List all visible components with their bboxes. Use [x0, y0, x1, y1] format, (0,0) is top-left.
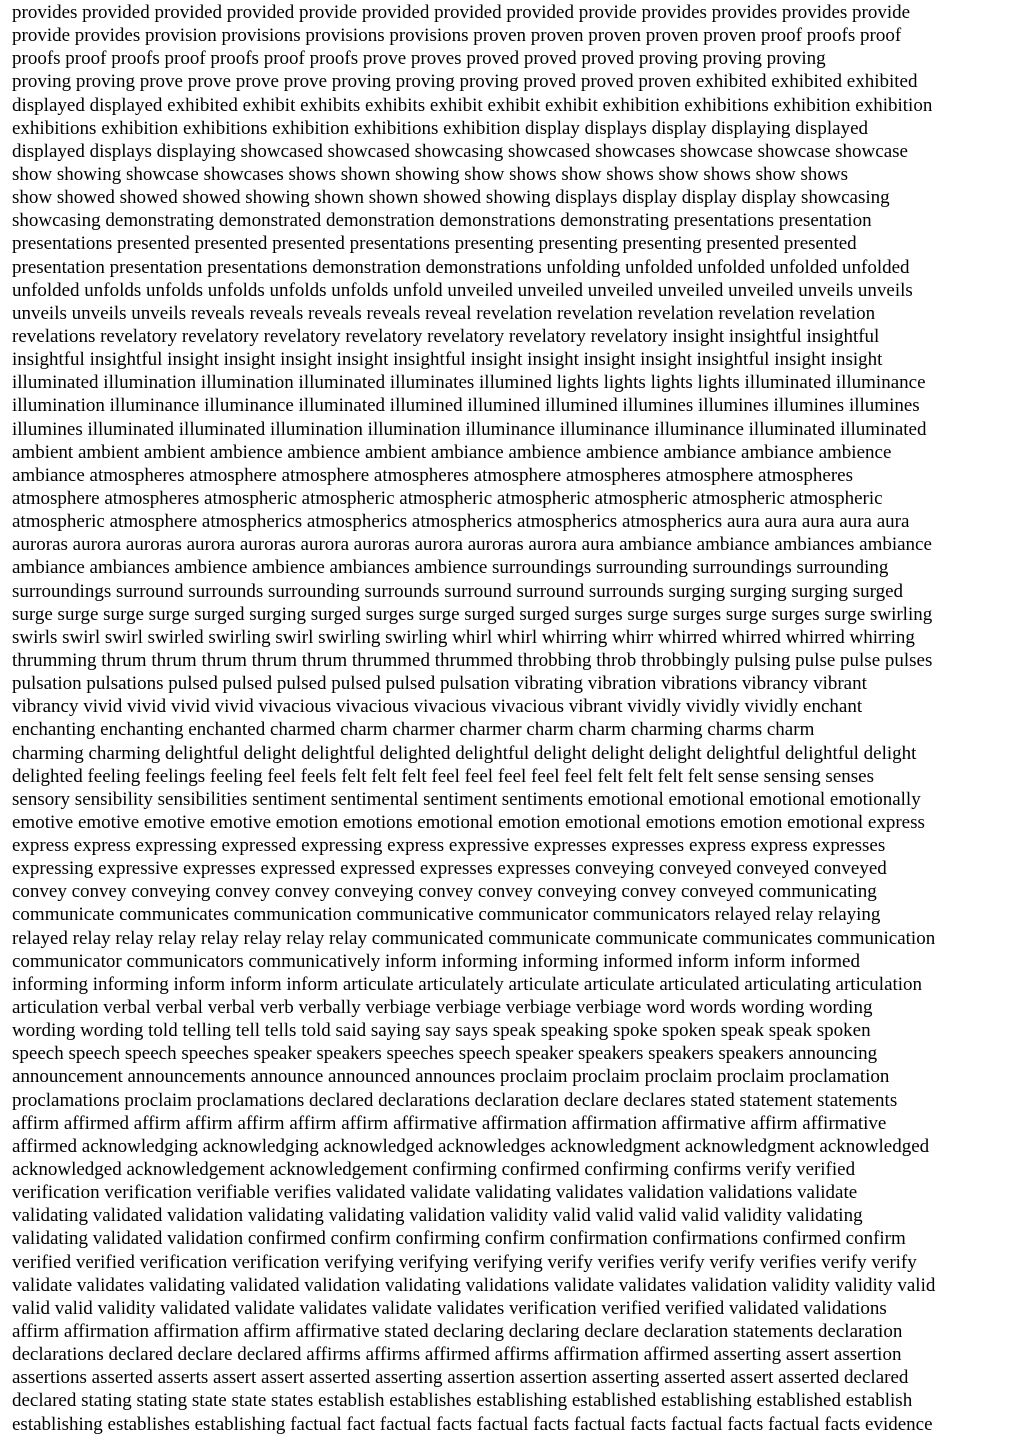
text-line: swirls swirl swirl swirled swirling swirl swirling swirling whirl whirl whirring whirr whirred whirred whirred whirring — [12, 626, 915, 648]
text-line: insightful insightful insight insight insight insight insightful insight insight insight insight insightful insight insight — [12, 349, 883, 371]
text-line: delighted feeling feelings feeling feel feels felt felt felt feel feel feel feel feel felt felt felt felt sense sensing senses — [12, 765, 874, 787]
text-line: surge surge surge surge surged surging surged surges surge surged surged surges surge surges surge surges surge swirling — [12, 603, 933, 625]
text-line: proving proving prove prove prove prove proving proving proving proved proved proven exhibited exhibited exhibited — [12, 71, 918, 93]
text-line: expressing expressive expresses expressed expressed expresses expresses conveying conveyed conveyed conveyed — [12, 858, 887, 880]
text-line: proclamations proclaim proclamations declared declarations declaration declare declares stated statement statements — [12, 1089, 898, 1111]
text-line: wording wording told telling tell tells told said saying say says speak speaking spoke spoken speak speak spoken — [12, 1020, 871, 1042]
text-line: declarations declared declare declared affirms affirms affirmed affirms affirmation affirmed asserting assert assertion — [12, 1344, 902, 1366]
text-line: verified verified verification verification verifying verifying verifying verify verifies verify verify verifies verify verify — [12, 1251, 917, 1273]
text-line: express express expressing expressed expressing express expressive expresses expresses express express expresses — [12, 835, 886, 857]
text-line: vibrancy vivid vivid vivid vivid vivacious vivacious vivacious vivacious vibrant vividly vividly vividly enchant — [12, 696, 863, 718]
text-line: presentation presentation presentations demonstration demonstrations unfolding unfolded unfolded unfolded unfolded — [12, 256, 910, 278]
text-line: atmospheric atmosphere atmospherics atmospherics atmospherics atmospherics atmospherics aura aura aura aura aura — [12, 511, 910, 533]
text-line: declared stating stating state state states establish establishes establishing established establishing established establish — [12, 1390, 913, 1412]
text-line: emotive emotive emotive emotive emotion emotions emotional emotion emotional emotions emotion emotional express — [12, 811, 925, 833]
text-line: atmosphere atmospheres atmospheric atmospheric atmospheric atmospheric atmospheric atmospheric atmospheric — [12, 487, 883, 509]
text-line: informing informing inform inform inform articulate articulately articulate articulate articulated articulating articulation — [12, 973, 923, 995]
text-line: speech speech speech speeches speaker speakers speeches speech speaker speakers speakers speakers announcing — [12, 1043, 878, 1065]
text-line: establishing establishes establishing factual fact factual facts factual facts factual facts factual facts factual facts evidence — [12, 1413, 933, 1435]
text-line: displayed displayed exhibited exhibit exhibits exhibits exhibit exhibit exhibit exhibition exhibitions exhibition exhibition — [12, 94, 933, 116]
text-line: ambiance atmospheres atmosphere atmosphere atmospheres atmosphere atmospheres atmosphere atmospheres — [12, 464, 853, 486]
text-line: thrumming thrum thrum thrum thrum thrum thrummed thrummed throbbing throb throbbingly pulsing pulse pulse pulses — [12, 649, 933, 671]
text-line: validating validated validation validating validating validation validity valid valid valid valid validity validating — [12, 1205, 863, 1227]
text-line: show showed showed showed showing shown shown showed showing displays display display display showcasing — [12, 187, 890, 209]
text-line: revelations revelatory revelatory revelatory revelatory revelatory revelatory revelatory insight insightful insightful — [12, 325, 880, 347]
text-line: surroundings surround surrounds surrounding surrounds surround surround surrounds surging surging surging surged — [12, 580, 904, 602]
text-line: charming charming delightful delight delightful delighted delightful delight delight delight delightful delightful delight — [12, 742, 917, 764]
text-line: provides provided provided provided provide provided provided provided provide provides provides provides provide — [12, 2, 911, 23]
text-line: acknowledged acknowledgement acknowledgement confirming confirmed confirming confirms verify verified — [12, 1159, 856, 1181]
text-line: illumines illuminated illuminated illumination illumination illuminance illuminance illuminance illuminated illuminated — [12, 418, 927, 440]
text-line: ambient ambient ambient ambience ambience ambient ambiance ambience ambience ambiance ambiance ambience — [12, 441, 892, 463]
text-line: assertions asserted asserts assert assert asserted asserting assertion assertion asserting asserted assert asserted declared — [12, 1367, 909, 1389]
text-line: articulation verbal verbal verbal verb verbally verbiage verbiage verbiage verbiage word words wording wording — [12, 997, 873, 1019]
text-line: presentations presented presented presented presentations presenting presenting presenting presented presented — [12, 233, 857, 255]
text-line: showcasing demonstrating demonstrated demonstration demonstrations demonstrating presentations presentation — [12, 210, 872, 232]
text-line: communicator communicators communicatively inform informing informing informed inform inform informed — [12, 950, 860, 972]
text-line: sensory sensibility sensibilities sentiment sentimental sentiment sentiments emotional emotional emotional emotionally — [12, 788, 921, 810]
text-line: affirmed acknowledging acknowledging acknowledged acknowledges acknowledgment acknowledgment acknowledged — [12, 1135, 930, 1157]
text-line: valid valid validity validated validate validates validate validates verification verified verified validated validations — [12, 1297, 887, 1319]
text-line: show showing showcase showcases shows shown showing show shows show shows show shows show shows — [12, 163, 849, 185]
text-line: pulsation pulsations pulsed pulsed pulsed pulsed pulsed pulsation vibrating vibration vibrations vibrancy vibrant — [12, 673, 867, 695]
text-line: illumination illuminance illuminance illuminated illumined illumined illumined illumines illumines illumines illumines — [12, 395, 920, 417]
text-line: auroras aurora auroras aurora auroras aurora auroras aurora auroras aurora aura ambiance ambiance ambiances ambiance — [12, 534, 932, 556]
text-line: ambiance ambiances ambience ambience ambiances ambience surroundings surrounding surroundings surrounding — [12, 557, 889, 579]
text-line: provide provides provision provisions provisions provisions proven proven proven proven proven proof proofs proof — [12, 25, 902, 47]
text-line: announcement announcements announce announced announces proclaim proclaim proclaim proclaim proclamation — [12, 1066, 890, 1088]
text-line: validating validated validation confirmed confirm confirming confirm confirmation confirmations confirmed confirm — [12, 1228, 906, 1250]
text-line: relayed relay relay relay relay relay relay relay communicated communicate communicate communicates communication — [12, 927, 936, 949]
text-line: enchanting enchanting enchanted charmed charm charmer charmer charm charm charming charms charm — [12, 719, 815, 741]
text-line: unfolded unfolds unfolds unfolds unfolds unfolds unfold unveiled unveiled unveiled unveiled unveiled unveils unveils — [12, 279, 913, 301]
text-line: exhibitions exhibition exhibitions exhibition exhibitions exhibition display displays display displaying displayed — [12, 117, 869, 139]
text-line: convey convey conveying convey convey conveying convey convey conveying convey conveyed communicating — [12, 881, 877, 903]
text-line: displayed displays displaying showcased showcased showcasing showcased showcases showcase showcase showcase — [12, 140, 908, 162]
text-line: communicate communicates communication communicative communicator communicators relayed relay relaying — [12, 904, 881, 926]
text-line: unveils unveils unveils reveals reveals reveals reveals reveal revelation revelation revelation revelation revelation — [12, 302, 876, 324]
text-line: verification verification verifiable verifies validated validate validating validates validation validations validate — [12, 1182, 858, 1204]
text-line: proofs proof proofs proof proofs proof proofs prove proves proved proved proved proving proving proving — [12, 48, 826, 70]
text-line: affirm affirmed affirm affirm affirm affirm affirm affirmative affirmation affirmation affirmative affirm affirmative — [12, 1112, 887, 1134]
text-line: validate validates validating validated validation validating validations validate validates validation validity validity valid — [12, 1274, 936, 1296]
text-line: illuminated illumination illumination illuminated illuminates illumined lights lights lights lights illuminated illuminance — [12, 372, 926, 394]
text-line: affirm affirmation affirmation affirm affirmative stated declaring declaring declare declaration statements declaration — [12, 1321, 903, 1343]
